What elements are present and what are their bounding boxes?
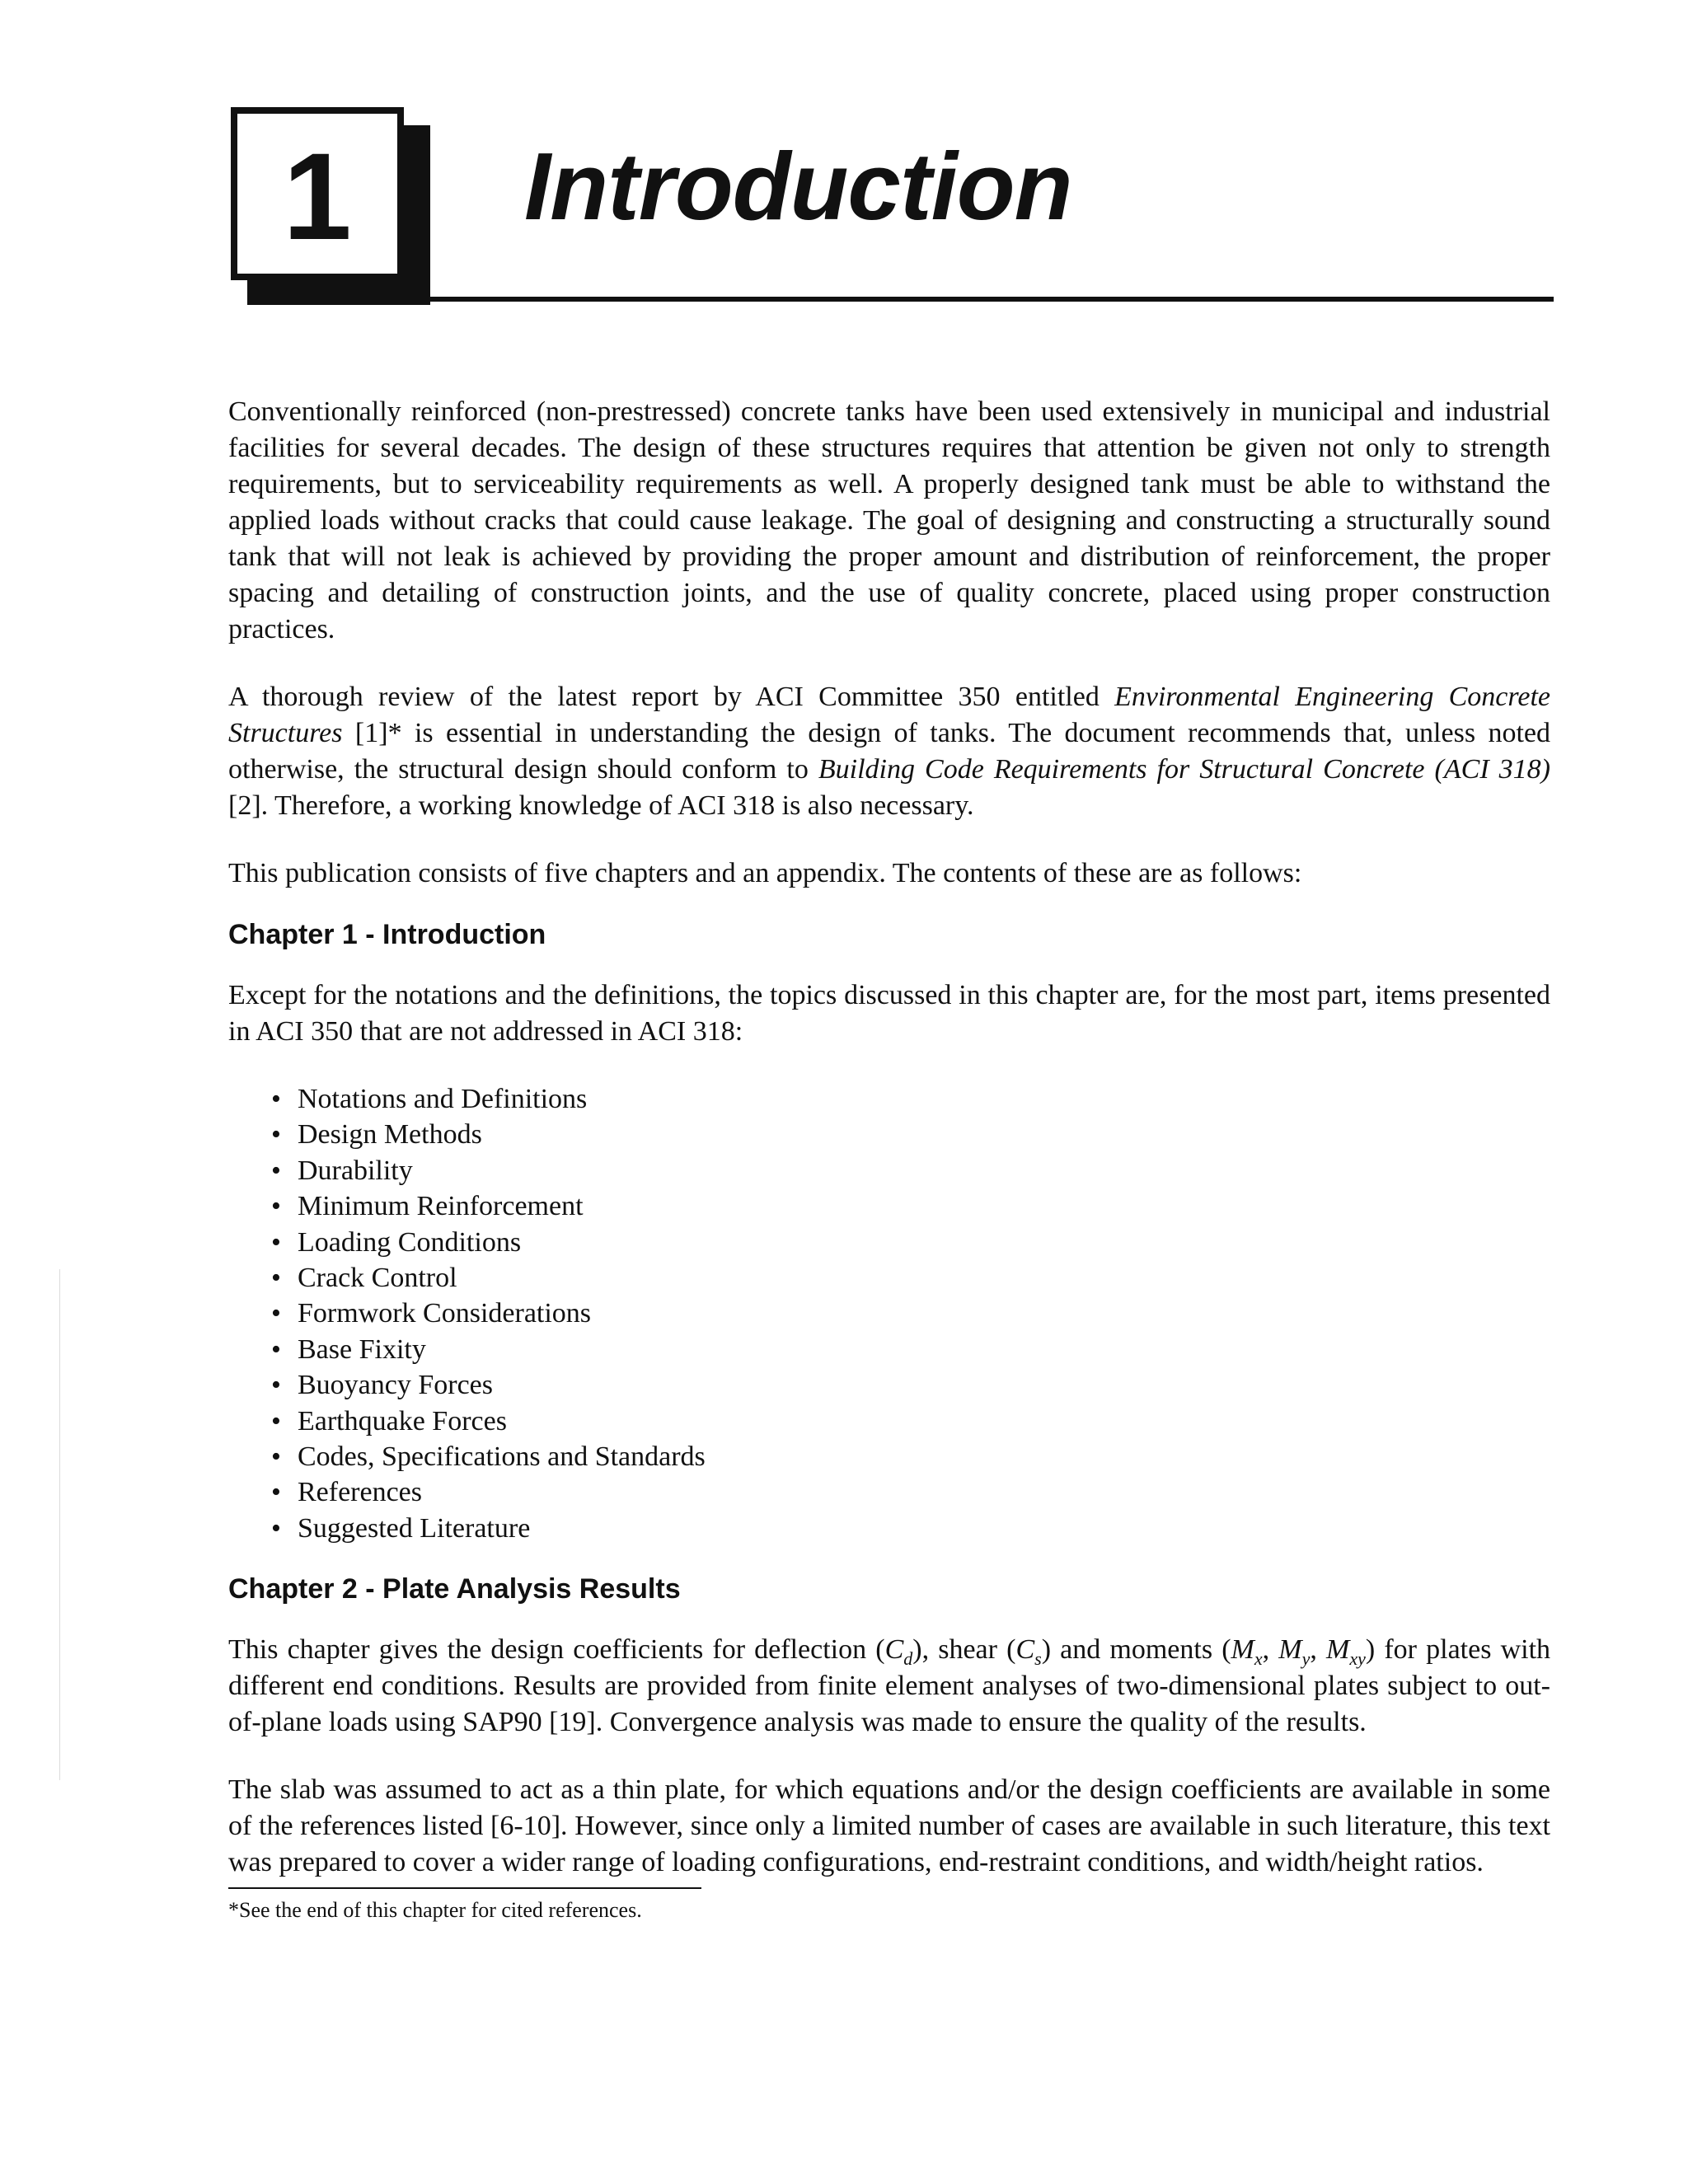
symbol-mxy <box>1326 1634 1366 1670</box>
symbol-cs-base: C <box>1015 1634 1035 1666</box>
footnote-rule <box>228 1887 701 1889</box>
list-item: • Loading Conditions <box>271 1225 1550 1260</box>
ch2-text-f: ) for plates with different end conditions. Results are provided from finite element analyses of two-dimensional plates subject to out-of-plane loads using SAP90 [19]. Convergence analysis was made to ensure the quality of the results. <box>228 1634 1551 1738</box>
chapter-number: 1 <box>283 127 352 265</box>
body-content <box>228 394 1550 1924</box>
list-item: • Buoyancy Forces <box>271 1367 1550 1403</box>
list-item: • References <box>271 1474 1550 1510</box>
intro-paragraph: Conventionally reinforced (non-prestressed) concrete tanks have been used extensively in municipal and industrial facilities for several decades. The design of these structures requires that attention be given not only to strength requirements, but to serviceability requirements as well. A properly designed tank must be able to withstand the applied loads without cracks that could cause leakage. The goal of designing and constructing a structurally sound tank that will not leak is achieved by providing the proper amount and distribution of reinforcement, the proper spacing and detailing of construction joints, and the use of quality concrete, placed using proper construction practices. <box>228 396 1550 644</box>
aci-350-report-title: Environmental Engineering Concrete Structures <box>228 682 1550 748</box>
list-item: • Earthquake Forces <box>271 1404 1550 1439</box>
list-item: • Formwork Considerations <box>271 1296 1550 1331</box>
symbol-cs <box>1015 1634 1042 1670</box>
list-item: • Durability <box>271 1153 1550 1188</box>
chapter-1-description: Except for the notations and the definitions, the topics discussed in this chapter are, for the most part, items presented in ACI 350 that are not addressed in ACI 318: <box>228 980 1550 1047</box>
chapter-2-description <box>228 1632 1550 1741</box>
symbol-mx-base: M <box>1231 1634 1254 1666</box>
publication-overview-paragraph: This publication consists of five chapters and an appendix. The contents of these are as follows: <box>228 858 1302 888</box>
aci-review-text-e: [2]. Therefore, a working knowledge of ACI 318 is also necessary. <box>228 790 974 821</box>
list-item: • Design Methods <box>271 1117 1550 1152</box>
thin-plate-paragraph: The slab was assumed to act as a thin plate, for which equations and/or the design coefficients are available in some of the references listed [6-10]. However, since only a limited number of cases are available in such literature, this text was prepared to cover a wider range of loading configurations, end-restraint conditions, and width/height ratios. <box>228 1774 1550 1878</box>
aci-318-code-title: Building Code Requirements for Structural Concrete (ACI 318) <box>818 754 1550 785</box>
symbol-my-base: M <box>1278 1634 1302 1666</box>
footnote: *See the end of this chapter for cited references. <box>228 1898 642 1923</box>
ch2-text-d: , <box>1262 1634 1279 1666</box>
symbol-mx-subscript: x <box>1254 1648 1263 1670</box>
ch2-text-c: ) and moments ( <box>1041 1634 1231 1666</box>
symbol-my <box>1278 1634 1311 1670</box>
chapter-number-box <box>231 107 404 280</box>
header-rule <box>247 297 1554 302</box>
list-item: • Crack Control <box>271 1260 1550 1296</box>
list-item: • Codes, Specifications and Standards <box>271 1439 1550 1474</box>
chapter-2-heading: Chapter 2 - Plate Analysis Results <box>228 1573 681 1605</box>
list-item: • Notations and Definitions <box>271 1081 1550 1117</box>
symbol-cd-base: C <box>884 1634 904 1666</box>
ch2-text-b: ), shear ( <box>912 1634 1016 1666</box>
scan-artifact-line <box>59 1269 60 1780</box>
ch2-text-e: , <box>1310 1634 1327 1666</box>
symbol-mxy-subscript: xy <box>1349 1648 1366 1670</box>
chapter-1-heading: Chapter 1 - Introduction <box>228 919 546 950</box>
aci-review-paragraph <box>228 679 1550 824</box>
chapter-1-topic-list <box>228 1081 1550 1546</box>
symbol-mxy-base: M <box>1326 1634 1350 1666</box>
list-item: • Base Fixity <box>271 1332 1550 1367</box>
chapter-title: Introduction <box>524 133 1072 240</box>
list-item: • Suggested Literature <box>271 1511 1550 1546</box>
symbol-my-subscript: y <box>1301 1648 1311 1670</box>
symbol-cd <box>884 1634 913 1670</box>
symbol-cs-subscript: s <box>1034 1648 1042 1670</box>
symbol-mx <box>1231 1634 1263 1670</box>
aci-review-text-a: A thorough review of the latest report by ACI Committee 350 entitled <box>228 682 1115 712</box>
list-item: • Minimum Reinforcement <box>271 1188 1550 1224</box>
symbol-cd-subscript: d <box>903 1648 913 1670</box>
aci-review-text-c: [1]* is essential in understanding the design of tanks. The document recommends that, unless noted otherwise, the structural design should conform to <box>228 718 1550 785</box>
ch2-text-a: This chapter gives the design coefficients for deflection ( <box>228 1634 885 1666</box>
